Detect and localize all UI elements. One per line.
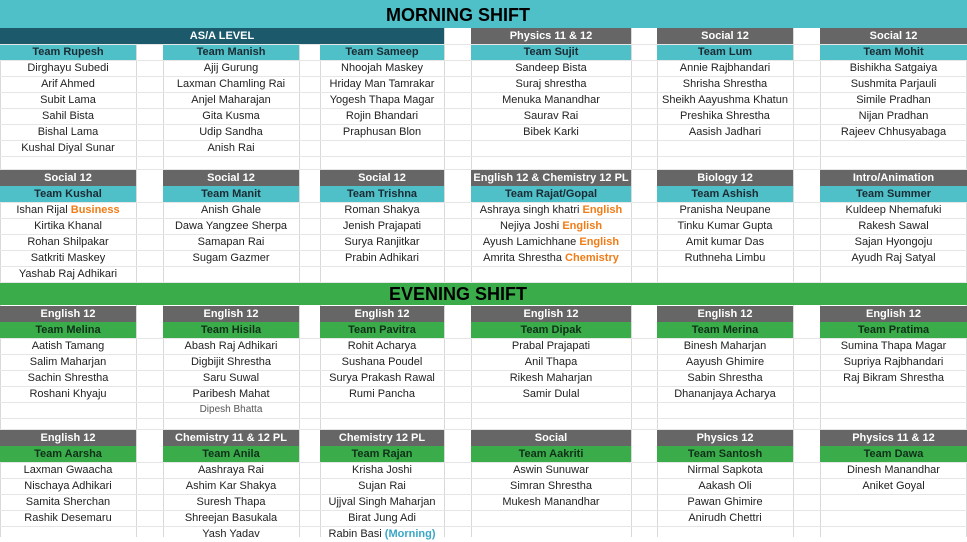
member-name: Dirghayu Subedi	[27, 62, 109, 74]
team-name-header: Team Sujit	[471, 44, 631, 60]
member-name-text: Nirmal Sapkota	[687, 464, 763, 476]
team-name-header: Team Lum	[657, 44, 793, 60]
subject-header: English 12	[320, 306, 444, 322]
member-name: Surya Prakash Rawal	[329, 372, 435, 384]
team-name-header: Team Hisila	[163, 322, 299, 338]
member-name: Simile Pradhan	[856, 94, 931, 106]
member-name	[320, 510, 444, 526]
member-name-text: Nischaya Adhikari	[24, 480, 112, 492]
member-name-text: Sugam Gazmer	[192, 252, 270, 264]
member-name-text: Pawan Ghimire	[687, 496, 763, 508]
member-name	[657, 250, 793, 266]
grid-row-line	[0, 124, 967, 125]
member-name: Udip Sandha	[199, 126, 263, 138]
team-name-header: Team Pavitra	[320, 322, 444, 338]
grid-column-line	[136, 0, 137, 537]
grid-row-line	[0, 478, 967, 479]
member-name: Roshani Khyaju	[29, 388, 107, 400]
member-name	[820, 234, 967, 250]
team-name-header: Team Aarsha	[0, 446, 136, 462]
member-name-text: Amrita Shrestha	[483, 252, 562, 264]
member-name: Binesh Maharjan	[683, 340, 767, 352]
member-name: Saru Suwal	[202, 372, 260, 384]
member-name: Raj Bikram Shrestha	[843, 372, 944, 384]
member-name-text: Samapan Rai	[197, 236, 265, 248]
grid-row-line	[0, 494, 967, 495]
member-name-text: Samita Sherchan	[25, 496, 111, 508]
subject-header: Social 12	[657, 28, 793, 44]
member-name	[163, 462, 299, 478]
member-name	[0, 462, 136, 478]
member-name-text: Ayush Lamichhane	[482, 236, 577, 248]
member-name-text: Aashraya Rai	[197, 464, 265, 476]
grid-row-line	[0, 386, 967, 387]
team-name-header: Team Rupesh	[0, 44, 136, 60]
member-name	[163, 202, 299, 218]
subject-header: English 12	[0, 430, 136, 446]
subject-header: Intro/Animation	[820, 170, 967, 186]
member-name: Preshika Shrestha	[680, 110, 770, 122]
member-name: Bishal Lama	[37, 126, 99, 138]
member-name: Sahil Bista	[42, 110, 94, 122]
grid-row-line	[0, 169, 967, 170]
team-name-header: Team Rajan	[320, 446, 444, 462]
member-name: Saurav Rai	[523, 110, 579, 122]
member-name	[471, 234, 631, 250]
member-name: Rohit Acharya	[347, 340, 417, 352]
subject-header: English 12	[471, 306, 631, 322]
member-name	[820, 478, 967, 494]
grid-row-line	[0, 60, 967, 61]
team-name-header: Team Summer	[820, 186, 967, 202]
member-name-text: Ayudh Raj Satyal	[851, 252, 936, 264]
member-name	[320, 202, 444, 218]
subject-tag: English	[559, 220, 603, 232]
member-name: Yogesh Thapa Magar	[329, 94, 435, 106]
team-name-header: Team Manit	[163, 186, 299, 202]
member-name: Rikesh Maharjan	[509, 372, 593, 384]
member-name	[657, 218, 793, 234]
member-name: Prabal Prajapati	[511, 340, 591, 352]
member-name: Sushmita Parjauli	[850, 78, 937, 90]
member-name	[320, 250, 444, 266]
member-name	[471, 218, 631, 234]
subject-tag: English	[579, 204, 623, 216]
member-name	[657, 478, 793, 494]
member-name-text: Mukesh Manandhar	[502, 496, 600, 508]
member-name	[657, 234, 793, 250]
evening-shift-title: EVENING SHIFT	[388, 284, 527, 304]
member-name-text: Dinesh Manandhar	[847, 464, 940, 476]
subject-tag: English	[576, 236, 620, 248]
subject-header: English 12 & Chemistry 12 PL	[471, 170, 631, 186]
subject-tag: (Morning)	[381, 528, 436, 540]
member-name	[320, 494, 444, 510]
subject-header: Biology 12	[657, 170, 793, 186]
member-name	[471, 462, 631, 478]
grid-row-line	[0, 266, 967, 267]
member-name: Subit Lama	[40, 94, 96, 106]
team-name-header: Team Pratima	[820, 322, 967, 338]
member-name-text: Ishan Rijal	[16, 204, 68, 216]
member-name: Sushana Poudel	[341, 356, 423, 368]
member-name: Rumi Pancha	[348, 388, 416, 400]
member-name	[0, 250, 136, 266]
member-name: Anil Thapa	[524, 356, 578, 368]
team-name-header: Team Ashish	[657, 186, 793, 202]
member-name-text: Rohan Shilpakar	[27, 236, 109, 248]
member-name-text: Rashik Desemaru	[24, 512, 112, 524]
member-name: Supriya Rajbhandari	[843, 356, 944, 368]
grid-row-line	[0, 526, 967, 527]
member-name: Bishikha Satgaiya	[849, 62, 938, 74]
member-name: Gita Kusma	[202, 110, 260, 122]
member-name-text: Kuldeep Nhemafuki	[845, 204, 942, 216]
member-name: Digbijit Shrestha	[190, 356, 272, 368]
member-name: Anjel Maharajan	[191, 94, 271, 106]
grid-row-line	[0, 282, 967, 283]
member-name-text: Rabin Basi	[328, 528, 382, 540]
subject-header: Social 12	[320, 170, 444, 186]
member-name-text: Anish Ghale	[201, 204, 261, 216]
grid-row-line	[0, 156, 967, 157]
member-name	[320, 218, 444, 234]
member-name-text: Aakash Oli	[698, 480, 752, 492]
member-name	[163, 526, 299, 542]
subject-header: Chemistry 12 PL	[320, 430, 444, 446]
subject-header: AS/A LEVEL	[0, 28, 444, 44]
subject-header: Social	[471, 430, 631, 446]
member-name-text: Anirudh Chettri	[688, 512, 762, 524]
member-name: Sabin Shrestha	[687, 372, 763, 384]
member-name: Paribesh Mahat	[192, 388, 270, 400]
subject-header: English 12	[0, 306, 136, 322]
member-name: Nhoojah Maskey	[341, 62, 423, 74]
member-name-text: Jenish Prajapati	[342, 220, 422, 232]
member-name-text: Aswin Sunuwar	[513, 464, 589, 476]
team-name-header: Team Manish	[163, 44, 299, 60]
grid-column-line	[299, 0, 300, 537]
member-name: Samir Dulal	[522, 388, 580, 400]
member-name-text: Sujan Rai	[358, 480, 406, 492]
member-name-text: Nejiya Joshi	[499, 220, 560, 232]
member-name: Dipesh Bhatta	[199, 404, 263, 415]
member-name	[471, 202, 631, 218]
grid-column-line	[631, 0, 632, 537]
member-name	[0, 218, 136, 234]
member-name-text: Birat Jung Adi	[348, 512, 416, 524]
member-name: Arif Ahmed	[41, 78, 95, 90]
member-name: Menuka Manandhar	[502, 94, 600, 106]
team-name-header: Team Merina	[657, 322, 793, 338]
subject-header: English 12	[657, 306, 793, 322]
team-name-header: Team Kushal	[0, 186, 136, 202]
grid-row-line	[0, 202, 967, 203]
member-name-text: Pranisha Neupane	[679, 204, 771, 216]
grid-row-line	[0, 338, 967, 339]
grid-column-line	[793, 0, 794, 537]
member-name	[163, 510, 299, 526]
member-name: Aayush Ghimire	[685, 356, 765, 368]
grid-row-line	[0, 354, 967, 355]
member-name	[657, 462, 793, 478]
member-name	[0, 478, 136, 494]
member-name: Sachin Shrestha	[27, 372, 109, 384]
member-name-text: Aniket Goyal	[862, 480, 925, 492]
member-name	[657, 494, 793, 510]
member-name-text: Krisha Joshi	[352, 464, 412, 476]
member-name: Sandeep Bista	[515, 62, 587, 74]
member-name: Laxman Chamling Rai	[176, 78, 286, 90]
team-name-header: Team Trishna	[320, 186, 444, 202]
member-name-text: Surya Ranjitkar	[344, 236, 420, 248]
subject-header: Physics 12	[657, 430, 793, 446]
member-name	[0, 234, 136, 250]
member-name-text: Yashab Raj Adhikari	[18, 268, 118, 280]
grid-row-line	[0, 429, 967, 430]
grid-row-line	[0, 462, 967, 463]
member-name-text: Laxman Gwaacha	[23, 464, 113, 476]
team-name-header: Team Santosh	[657, 446, 793, 462]
member-name: Bibek Karki	[523, 126, 579, 138]
member-name	[657, 510, 793, 526]
team-name-header: Team Sameep	[320, 44, 444, 60]
member-name	[320, 462, 444, 478]
member-name: Nijan Pradhan	[858, 110, 929, 122]
team-name-header: Team Dawa	[820, 446, 967, 462]
member-name	[320, 526, 444, 542]
member-name: Rojin Bhandari	[345, 110, 419, 122]
subject-header: Physics 11 & 12	[820, 430, 967, 446]
subject-header: Social 12	[163, 170, 299, 186]
subject-header: Chemistry 11 & 12 PL	[163, 430, 299, 446]
member-name	[820, 218, 967, 234]
grid-row-line	[0, 370, 967, 371]
grid-row-line	[0, 418, 967, 419]
grid-row-line	[0, 140, 967, 141]
grid-row-line	[0, 76, 967, 77]
member-name: Rajeev Chhusyabaga	[840, 126, 947, 138]
member-name: Shrisha Shrestha	[682, 78, 768, 90]
grid-row-line	[0, 510, 967, 511]
member-name	[163, 234, 299, 250]
member-name	[0, 202, 136, 218]
team-name-header: Team Anila	[163, 446, 299, 462]
member-name: Dhananjaya Acharya	[674, 388, 776, 400]
member-name-text: Ashraya singh khatri	[479, 204, 580, 216]
subject-header: English 12	[163, 306, 299, 322]
grid-row-line	[0, 218, 967, 219]
member-name	[820, 202, 967, 218]
member-name: Suraj shrestha	[515, 78, 587, 90]
subject-tag: Business	[67, 204, 120, 216]
subject-tag: Chemistry	[562, 252, 619, 264]
member-name	[657, 202, 793, 218]
grid-row-line	[0, 250, 967, 251]
member-name-text: Tinku Kumar Gupta	[677, 220, 773, 232]
member-name-text: Yash Yadav	[202, 528, 260, 540]
member-name	[320, 234, 444, 250]
member-name-text: Ujjval Singh Maharjan	[328, 496, 436, 508]
member-name-text: Shreejan Basukala	[184, 512, 278, 524]
member-name	[0, 494, 136, 510]
member-name-text: Dawa Yangzee Sherpa	[174, 220, 288, 232]
subject-header: Physics 11 & 12	[471, 28, 631, 44]
team-name-header: Team Melina	[0, 322, 136, 338]
member-name	[163, 494, 299, 510]
grid-row-line	[0, 402, 967, 403]
member-name-text: Rakesh Sawal	[858, 220, 929, 232]
member-name	[471, 478, 631, 494]
subject-header: English 12	[820, 306, 967, 322]
member-name: Abash Raj Adhikari	[184, 340, 278, 352]
grid-row-line	[0, 92, 967, 93]
member-name	[820, 250, 967, 266]
member-name: Anish Rai	[207, 142, 255, 154]
member-name	[163, 478, 299, 494]
member-name	[820, 462, 967, 478]
member-name	[471, 250, 631, 266]
member-name-text: Kirtika Khanal	[34, 220, 102, 232]
member-name	[163, 218, 299, 234]
grid-row-line	[0, 234, 967, 235]
member-name	[471, 494, 631, 510]
grid-row-line	[0, 44, 967, 45]
member-name: Salim Maharjan	[29, 356, 107, 368]
member-name	[0, 266, 136, 282]
morning-shift-title: MORNING SHIFT	[386, 5, 530, 25]
member-name-text: Ruthneha Limbu	[684, 252, 766, 264]
subject-header: Social 12	[0, 170, 136, 186]
member-name-text: Sajan Hyongoju	[854, 236, 933, 248]
member-name-text: Roman Shakya	[344, 204, 420, 216]
member-name: Sumina Thapa Magar	[840, 340, 947, 352]
team-name-header: Team Dipak	[471, 322, 631, 338]
member-name-text: Amit kumar Das	[685, 236, 765, 248]
member-name: Annie Rajbhandari	[679, 62, 771, 74]
subject-header: Social 12	[820, 28, 967, 44]
member-name-text: Ashim Kar Shakya	[185, 480, 277, 492]
member-name: Aatish Tamang	[31, 340, 105, 352]
member-name-text: Satkriti Maskey	[30, 252, 106, 264]
member-name: Ajij Gurung	[203, 62, 259, 74]
member-name: Praphusan Blon	[342, 126, 422, 138]
team-name-header: Team Rajat/Gopal	[471, 186, 631, 202]
member-name	[163, 250, 299, 266]
member-name: Sheikh Aayushma Khatun	[662, 94, 788, 106]
member-name-text: Suresh Thapa	[196, 496, 266, 508]
member-name-text: Prabin Adhikari	[345, 252, 419, 264]
member-name	[0, 510, 136, 526]
member-name: Hriday Man Tamrakar	[329, 78, 435, 90]
team-name-header: Team Mohit	[820, 44, 967, 60]
member-name-text: Simran Shrestha	[510, 480, 592, 492]
grid-column-line	[444, 0, 445, 537]
member-name	[320, 478, 444, 494]
team-name-header: Team Aakriti	[471, 446, 631, 462]
member-name: Kushal Diyal Sunar	[21, 142, 115, 154]
grid-row-line	[0, 108, 967, 109]
member-name: Aasish Jadhari	[688, 126, 762, 138]
